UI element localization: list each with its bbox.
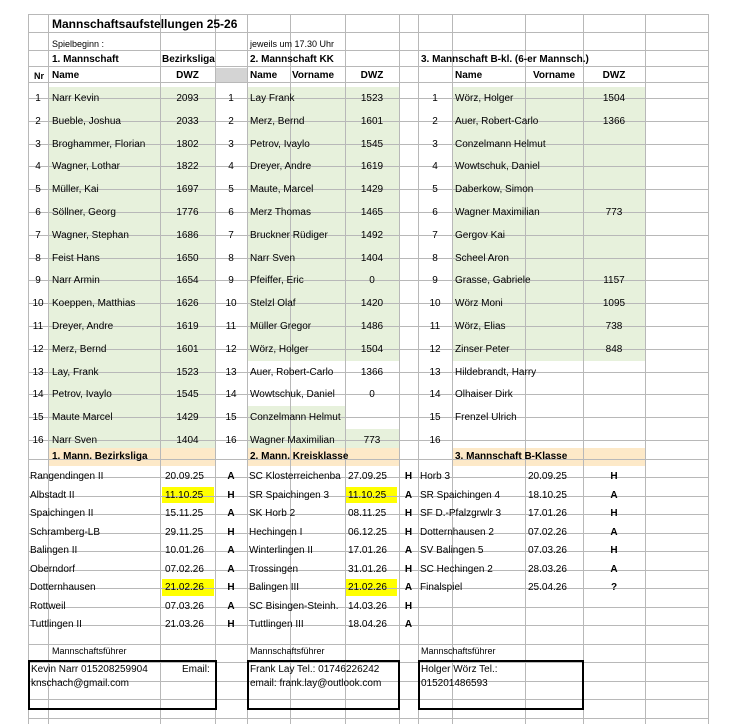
schedule-t2-opponent: SK Horb 2 xyxy=(249,508,296,519)
roster-t3-dwz: 1095 xyxy=(602,298,626,310)
captain-box-top xyxy=(247,660,398,662)
captain-label-t3: Mannschaftsführer xyxy=(421,646,496,656)
captain-box-right xyxy=(582,660,584,710)
schedule-t1-opponent: Rottweil xyxy=(30,600,66,612)
roster-t2-name: Stelzl Olaf xyxy=(250,298,296,310)
schedule-t1-homeaway: A xyxy=(227,471,235,482)
schedule-t1-homeaway: H xyxy=(227,582,235,593)
roster-t2-name: Wagner Maximilian xyxy=(250,435,335,446)
roster-t3-nr: 12 xyxy=(429,343,441,355)
roster-t3-name: Scheel Aron xyxy=(455,252,509,264)
schedule-t1-homeaway: A xyxy=(227,545,235,556)
schedule-t3-opponent: SF D.-Pfalzgrwlr 3 xyxy=(420,508,502,519)
roster-t2-name: Wowtschuk, Daniel xyxy=(250,389,335,401)
grid-hline xyxy=(28,82,708,83)
grid-hline xyxy=(28,32,708,33)
roster-t3-nr: 7 xyxy=(432,229,438,241)
roster-t3-nr: 10 xyxy=(429,298,441,310)
roster-t1-dwz: 1802 xyxy=(176,138,199,150)
roster-t2-dwz: 1545 xyxy=(360,138,384,150)
schedule-t2-opponent: Balingen III xyxy=(249,582,300,593)
roster-nr: 1 xyxy=(35,93,41,104)
schedule-t3-homeaway: A xyxy=(610,489,618,501)
grid-vline xyxy=(708,14,709,724)
schedule-t2-opponent: Hechingen I xyxy=(249,526,303,538)
schedule-header-t1: 1. Mann. Bezirksliga xyxy=(52,451,148,462)
roster-t2-name: Bruckner Rüdiger xyxy=(250,229,328,241)
col-vorname-t3: Vorname xyxy=(532,70,576,81)
roster-t2-name: Merz, Bernd xyxy=(250,115,305,127)
roster-t3-nr: 13 xyxy=(429,366,441,378)
roster-t1-name: Söllner, Georg xyxy=(52,207,116,218)
roster-t2-dwz: 773 xyxy=(363,435,381,446)
roster-t3-name: Grasse, Gabriele xyxy=(455,275,531,287)
roster-t3-name: Wagner Maximilian xyxy=(455,207,540,218)
roster-t2-name: Narr Sven xyxy=(250,252,296,264)
captain-box-top xyxy=(418,660,582,662)
roster-t3-name: Gergov Kai xyxy=(455,229,506,241)
grid-hline xyxy=(28,662,708,663)
roster-t3-name: Wörz Moni xyxy=(455,298,503,310)
roster-t1-dwz: 1686 xyxy=(176,229,199,241)
schedule-t3-homeaway: H xyxy=(610,471,618,482)
roster-t3-nr: 1 xyxy=(432,93,438,104)
roster-t2-nr: 10 xyxy=(225,298,237,310)
schedule-t1-date: 21.02.26 xyxy=(165,582,204,593)
schedule-t3-date: 28.03.26 xyxy=(528,563,567,575)
schedule-t3-opponent: Dotternhausen 2 xyxy=(420,526,494,538)
roster-t2-dwz: 1366 xyxy=(360,366,384,378)
roster-nr: 13 xyxy=(32,366,44,378)
roster-t2-dwz: 1523 xyxy=(360,93,384,104)
schedule-t1-date: 20.09.25 xyxy=(165,471,204,482)
col-name-t2: Name xyxy=(250,70,278,81)
schedule-t1-opponent: Tuttlingen II xyxy=(30,619,82,630)
roster-t2-nr: 1 xyxy=(228,93,234,104)
roster-t1-dwz: 1626 xyxy=(176,298,199,310)
roster-t2-dwz: 1486 xyxy=(360,321,384,332)
roster-t1-name: Petrov, Ivaylo xyxy=(52,389,112,401)
schedule-t2-homeaway: A xyxy=(404,489,413,501)
roster-t2-nr: 12 xyxy=(225,343,237,355)
header-grey-cell xyxy=(215,68,247,82)
roster-t3-nr: 15 xyxy=(429,412,441,424)
roster-t2-name: Conzelmann Helmut xyxy=(250,412,341,424)
schedule-t3-date: 17.01.26 xyxy=(528,508,567,519)
schedule-t2-date: 11.10.25 xyxy=(348,489,387,501)
roster-nr: 10 xyxy=(32,298,44,310)
schedule-t1-date: 11.10.25 xyxy=(165,489,204,501)
roster-t2-dwz: 0 xyxy=(369,275,375,287)
roster-t2-nr: 6 xyxy=(228,207,234,218)
roster-t2-nr: 15 xyxy=(225,412,237,424)
roster-t3-nr: 14 xyxy=(429,389,441,401)
col-dwz-t3: DWZ xyxy=(602,70,626,81)
roster-t3-name: Wörz, Holger xyxy=(455,93,514,104)
roster-t2-dwz: 1420 xyxy=(360,298,384,310)
roster-t1-dwz: 1650 xyxy=(176,252,199,264)
schedule-t1-opponent: Oberndorf xyxy=(30,563,76,575)
captain-box-right xyxy=(398,660,400,710)
roster-t2-dwz: 1492 xyxy=(360,229,384,241)
captain-box-bottom xyxy=(247,708,398,710)
schedule-t1-date: 10.01.26 xyxy=(165,545,204,556)
roster-nr: 16 xyxy=(32,435,44,446)
spielbeginn-value: jeweils um 17.30 Uhr xyxy=(250,39,335,49)
roster-t3-nr: 3 xyxy=(432,138,438,150)
roster-t1-name: Koeppen, Matthias xyxy=(52,298,136,310)
roster-t2-name: Wörz, Holger xyxy=(250,343,309,355)
captain-box-left xyxy=(28,660,30,710)
roster-t3-dwz: 1157 xyxy=(603,275,625,287)
roster-t2-name: Müller Gregor xyxy=(250,321,312,332)
roster-t2-nr: 14 xyxy=(225,389,237,401)
roster-t3-name: Zinser Peter xyxy=(455,343,510,355)
roster-t2-name: Pfeiffer, Eric xyxy=(250,275,304,287)
schedule-t3-date: 20.09.25 xyxy=(528,471,567,482)
roster-t2-dwz: 1619 xyxy=(360,161,384,173)
roster-nr: 9 xyxy=(35,275,41,287)
roster-t2-dwz: 0 xyxy=(369,389,375,401)
grid-hline xyxy=(28,417,708,418)
col-dwz-t2: DWZ xyxy=(360,70,384,81)
schedule-header-t3: 3. Mannschaft B-Klasse xyxy=(455,451,568,462)
schedule-header-t2: 2. Mann. Kreisklasse xyxy=(250,451,349,462)
grid-hline xyxy=(28,50,708,51)
schedule-t3-date: 07.03.26 xyxy=(528,545,567,556)
roster-t3-dwz: 1504 xyxy=(602,93,626,104)
roster-nr: 6 xyxy=(35,207,41,218)
schedule-t3-opponent: Finalspiel xyxy=(420,582,463,593)
roster-t1-name: Wagner, Stephan xyxy=(52,229,129,241)
roster-t1-name: Feist Hans xyxy=(52,252,100,264)
roster-t3-nr: 11 xyxy=(429,321,441,332)
roster-t2-nr: 16 xyxy=(225,435,237,446)
schedule-t3-date: 18.10.25 xyxy=(528,489,567,501)
col-dwz-t1: DWZ xyxy=(176,70,199,81)
grid-hline xyxy=(28,644,708,645)
col-nr: Nr xyxy=(33,71,44,81)
schedule-t1-homeaway: H xyxy=(227,526,235,538)
schedule-t3-homeaway: H xyxy=(610,545,618,556)
schedule-t2-opponent: Trossingen xyxy=(249,563,299,575)
roster-t2-nr: 3 xyxy=(228,138,234,150)
schedule-t2-homeaway: A xyxy=(404,545,413,556)
roster-t3-dwz: 738 xyxy=(605,321,623,332)
col-name-t1: Name xyxy=(52,70,80,81)
roster-t1-dwz: 1697 xyxy=(176,184,199,196)
roster-t1-name: Narr Sven xyxy=(52,435,98,446)
grid-hline xyxy=(28,718,708,719)
roster-nr: 5 xyxy=(35,184,41,196)
roster-t2-nr: 9 xyxy=(228,275,234,287)
schedule-t1-opponent: Balingen II xyxy=(30,545,78,556)
roster-t1-dwz: 2033 xyxy=(176,115,199,127)
roster-t2-dwz: 1404 xyxy=(360,252,384,264)
roster-nr: 4 xyxy=(35,161,41,173)
captain-label-t1: Mannschaftsführer xyxy=(52,646,127,656)
schedule-t1-homeaway: A xyxy=(227,508,235,519)
roster-nr: 14 xyxy=(32,389,44,401)
col-vorname-t2: Vorname xyxy=(292,70,335,81)
roster-t3-nr: 2 xyxy=(432,115,438,127)
roster-t3-dwz: 848 xyxy=(605,343,623,355)
roster-t3-nr: 4 xyxy=(432,161,438,173)
roster-nr: 3 xyxy=(35,138,41,150)
schedule-t1-homeaway: A xyxy=(227,563,235,575)
schedule-t2-date: 21.02.26 xyxy=(348,582,387,593)
roster-t2-name: Petrov, Ivaylo xyxy=(250,138,310,150)
captain-t2-line2: email: frank.lay@outlook.com xyxy=(250,678,382,689)
roster-t2-name: Auer, Robert-Carlo xyxy=(250,366,334,378)
roster-t1-name: Maute Marcel xyxy=(52,412,113,424)
schedule-t2-homeaway: H xyxy=(404,508,413,519)
roster-t3-nr: 8 xyxy=(432,252,438,264)
schedule-t2-date: 08.11.25 xyxy=(348,508,387,519)
captain-label-t2: Mannschaftsführer xyxy=(250,646,325,656)
roster-t3-name: Hildebrandt, Harry xyxy=(455,366,537,378)
schedule-t2-date: 18.04.26 xyxy=(348,619,387,630)
schedule-t3-homeaway: ? xyxy=(610,582,618,593)
schedule-t1-date: 07.02.26 xyxy=(165,563,204,575)
captain-box-top xyxy=(28,660,215,662)
roster-t2-nr: 11 xyxy=(225,321,237,332)
captain-box-bottom xyxy=(28,708,215,710)
grid-hline xyxy=(28,14,708,15)
roster-t2-nr: 7 xyxy=(228,229,234,241)
team2-header: 2. Mannschaft KK xyxy=(250,54,334,65)
schedule-t3-homeaway: A xyxy=(610,526,618,538)
roster-t3-name: Wörz, Elias xyxy=(455,321,506,332)
schedule-t2-opponent: Tuttlingen III xyxy=(249,619,304,630)
roster-nr: 8 xyxy=(35,252,41,264)
schedule-t3-date: 07.02.26 xyxy=(528,526,567,538)
schedule-t1-date: 07.03.26 xyxy=(165,600,204,612)
schedule-t2-opponent: SC Klosterreichenba xyxy=(249,471,341,482)
schedule-t3-homeaway: H xyxy=(610,508,618,519)
grid-hline xyxy=(28,66,708,67)
roster-t1-name: Bueble, Joshua xyxy=(52,115,121,127)
roster-t1-name: Broghammer, Florian xyxy=(52,138,146,150)
schedule-t2-opponent: SC Bisingen-Steinh. xyxy=(249,600,339,612)
page-title: Mannschaftsaufstellungen 25-26 xyxy=(52,17,238,31)
roster-t1-name: Dreyer, Andre xyxy=(52,321,114,332)
roster-nr: 11 xyxy=(32,321,44,332)
schedule-t2-homeaway: H xyxy=(404,526,413,538)
schedule-t1-homeaway: A xyxy=(227,600,235,612)
roster-nr: 2 xyxy=(35,115,41,127)
roster-nr: 7 xyxy=(35,229,41,241)
schedule-t2-homeaway: A xyxy=(404,582,413,593)
team1-league: Bezirksliga xyxy=(162,54,215,65)
roster-t2-dwz: 1429 xyxy=(360,184,384,196)
schedule-t1-homeaway: H xyxy=(227,489,235,501)
schedule-t1-opponent: Albstadt II xyxy=(30,489,75,501)
roster-t3-name: Daberkow, Simon xyxy=(455,184,534,196)
schedule-t2-homeaway: H xyxy=(404,471,413,482)
roster-t3-nr: 5 xyxy=(432,184,438,196)
captain-box-bottom xyxy=(418,708,582,710)
schedule-t3-opponent: Horb 3 xyxy=(420,471,451,482)
captain-box-right xyxy=(215,660,217,710)
roster-t2-name: Maute, Marcel xyxy=(250,184,314,196)
roster-t3-nr: 6 xyxy=(432,207,438,218)
roster-t2-nr: 4 xyxy=(228,161,234,173)
team3-header: 3. Mannschaft B-kl. (6-er Mannsch.) xyxy=(421,54,589,65)
roster-t3-nr: 16 xyxy=(429,435,441,446)
schedule-t1-opponent: Schramberg-LB xyxy=(30,526,101,538)
schedule-t3-homeaway: A xyxy=(610,563,618,575)
roster-t3-nr: 9 xyxy=(432,275,438,287)
roster-t1-name: Lay, Frank xyxy=(52,366,99,378)
spielbeginn-label: Spielbeginn : xyxy=(52,39,105,49)
roster-t3-dwz: 1366 xyxy=(602,115,626,127)
schedule-t2-opponent: SR Spaichingen 3 xyxy=(249,489,330,501)
roster-t3-name: Wowtschuk, Daniel xyxy=(455,161,540,173)
schedule-t2-date: 06.12.25 xyxy=(348,526,387,538)
captain-t3-line1: Holger Wörz Tel.: xyxy=(421,664,498,675)
roster-t2-nr: 2 xyxy=(228,115,234,127)
roster-t2-name: Lay Frank xyxy=(250,93,295,104)
roster-t2-dwz: 1601 xyxy=(360,115,384,127)
schedule-t3-opponent: SV Balingen 5 xyxy=(420,545,484,556)
roster-t3-name: Auer, Robert-Carlo xyxy=(455,115,539,127)
captain-t1-email-label: Email: xyxy=(182,664,210,675)
schedule-t3-date: 25.04.26 xyxy=(528,582,567,593)
roster-t3-dwz: 773 xyxy=(605,207,623,218)
schedule-t2-date: 14.03.26 xyxy=(348,600,387,612)
roster-t1-dwz: 1654 xyxy=(176,275,199,287)
schedule-t3-opponent: SR Spaichingen 4 xyxy=(420,489,501,501)
schedule-t3-opponent: SC Hechingen 2 xyxy=(420,563,493,575)
roster-t2-nr: 5 xyxy=(228,184,234,196)
roster-t2-name: Dreyer, Andre xyxy=(250,161,312,173)
team1-header: 1. Mannschaft xyxy=(52,54,119,65)
schedule-t1-date: 21.03.26 xyxy=(165,619,204,630)
schedule-t2-homeaway: H xyxy=(404,563,413,575)
captain-box-left xyxy=(418,660,420,710)
captain-t1-line2: knschach@gmail.com xyxy=(31,678,129,689)
roster-t2-nr: 8 xyxy=(228,252,234,264)
grid-hline xyxy=(28,699,708,700)
schedule-t2-date: 27.09.25 xyxy=(348,471,387,482)
schedule-t2-homeaway: H xyxy=(404,600,413,612)
roster-nr: 12 xyxy=(32,343,44,355)
roster-t3-name: Frenzel Ulrich xyxy=(455,412,517,424)
roster-t1-dwz: 1523 xyxy=(176,366,199,378)
roster-t2-name: Merz Thomas xyxy=(250,207,311,218)
roster-t1-name: Müller, Kai xyxy=(52,184,99,196)
roster-t2-nr: 13 xyxy=(225,366,237,378)
roster-t1-name: Narr Kevin xyxy=(52,93,100,104)
roster-t1-name: Merz, Bernd xyxy=(52,343,107,355)
roster-t1-name: Wagner, Lothar xyxy=(52,161,121,173)
captain-box-left xyxy=(247,660,249,710)
schedule-t2-date: 17.01.26 xyxy=(348,545,387,556)
roster-t1-dwz: 1601 xyxy=(176,343,199,355)
roster-t1-dwz: 1429 xyxy=(176,412,199,424)
schedule-t2-homeaway: A xyxy=(404,619,413,630)
roster-t2-dwz: 1465 xyxy=(360,207,384,218)
roster-t2-dwz: 1504 xyxy=(360,343,384,355)
roster-t1-dwz: 1545 xyxy=(176,389,199,401)
schedule-t1-opponent: Rangendingen II xyxy=(30,471,104,482)
schedule-t1-date: 15.11.25 xyxy=(165,508,204,519)
roster-t1-dwz: 1822 xyxy=(176,161,199,173)
captain-t2-line1: Frank Lay Tel.: 01746226242 xyxy=(250,664,380,675)
schedule-t1-date: 29.11.25 xyxy=(165,526,204,538)
roster-t1-dwz: 2093 xyxy=(176,93,199,104)
roster-t1-name: Narr Armin xyxy=(52,275,100,287)
roster-t3-name: Olhaiser Dirk xyxy=(455,389,513,401)
schedule-t1-homeaway: H xyxy=(227,619,235,630)
roster-t1-dwz: 1619 xyxy=(176,321,199,332)
roster-nr: 15 xyxy=(32,412,44,424)
schedule-t1-opponent: Dotternhausen xyxy=(30,582,96,593)
schedule-t1-opponent: Spaichingen II xyxy=(30,508,94,519)
captain-t1-line1: Kevin Narr 015208259904 xyxy=(31,664,148,675)
roster-t1-dwz: 1776 xyxy=(176,207,199,218)
roster-t1-dwz: 1404 xyxy=(176,435,199,446)
schedule-t2-date: 31.01.26 xyxy=(348,563,387,575)
roster-t3-name: Conzelmann Helmut xyxy=(455,138,546,150)
col-name-t3: Name xyxy=(455,70,483,81)
schedule-t2-opponent: Winterlingen II xyxy=(249,545,313,556)
captain-t3-line2: 015201486593 xyxy=(421,678,488,689)
